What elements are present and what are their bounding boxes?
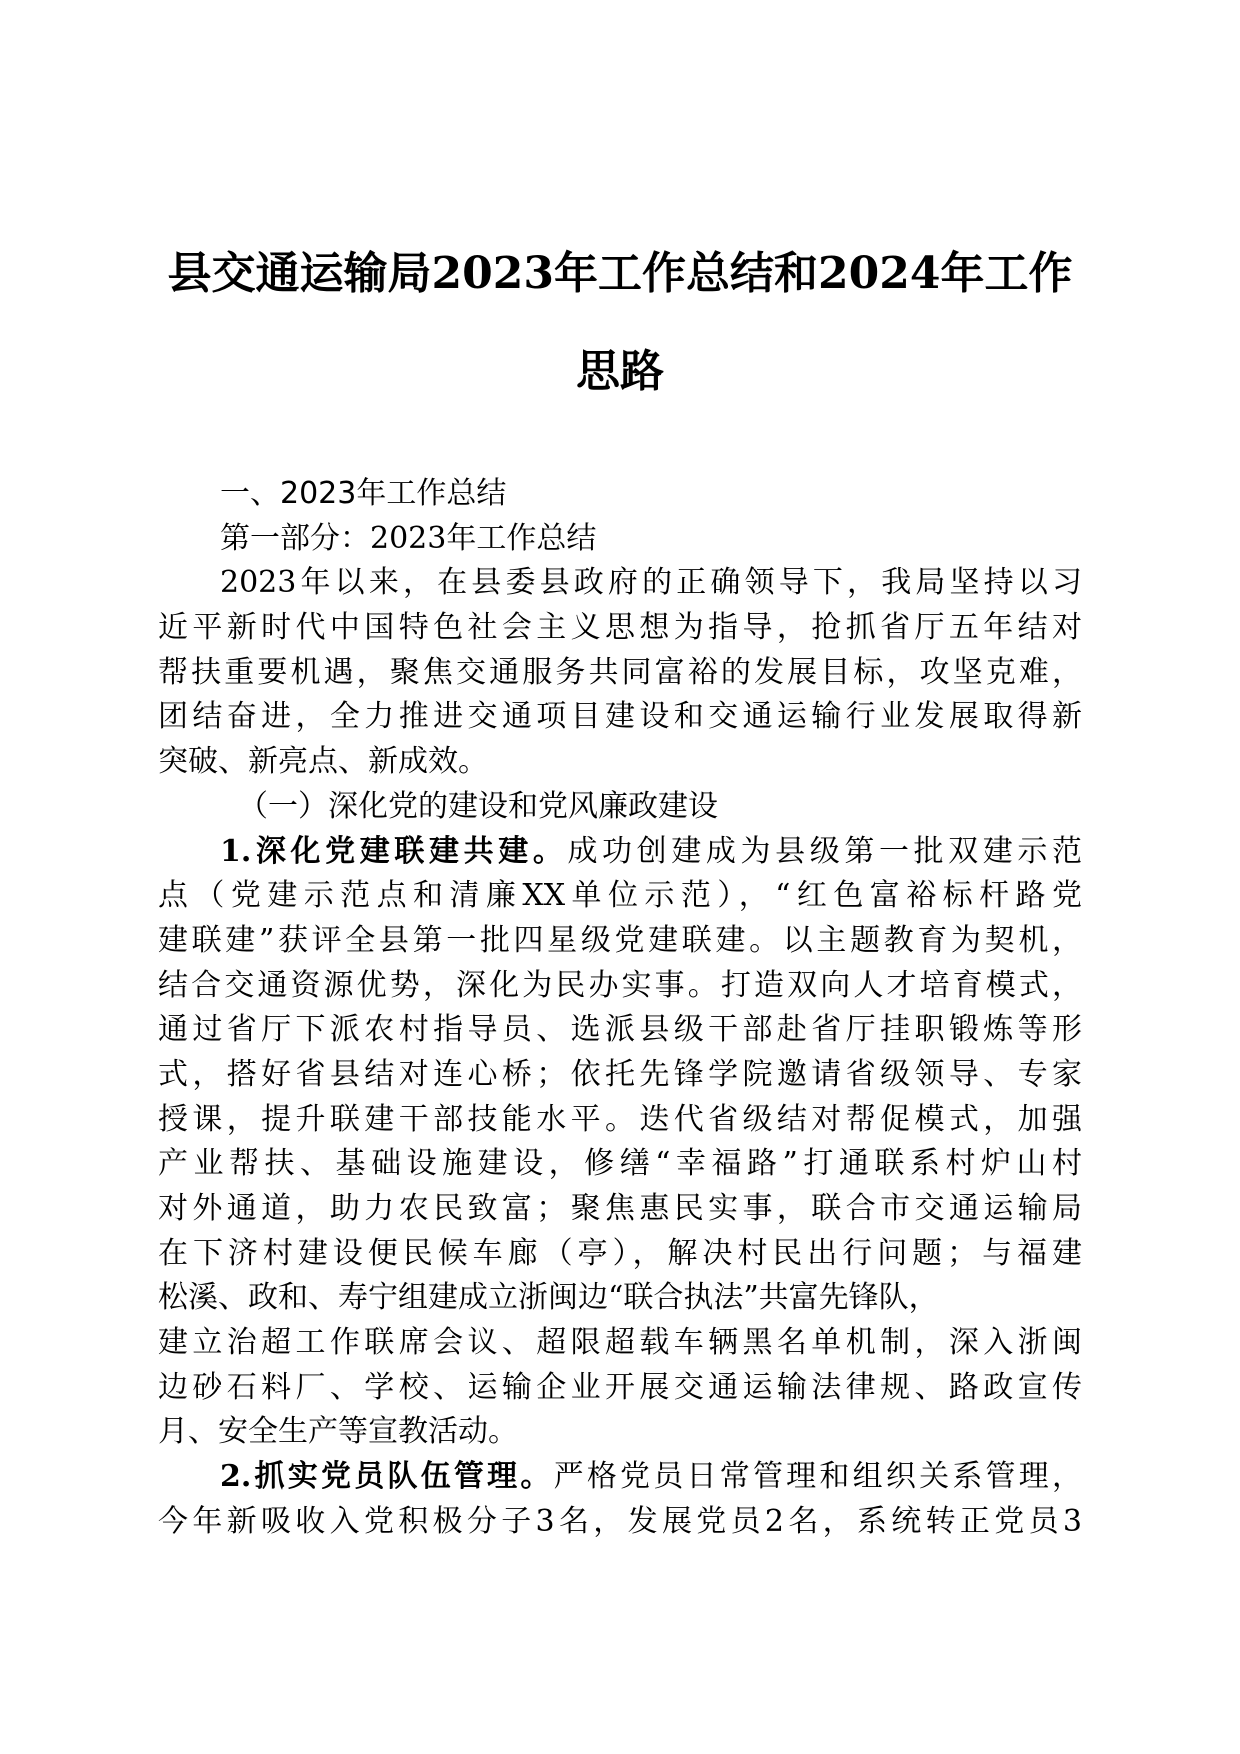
- paragraph-line: 对外通道，助力农民致富；聚焦惠民实事，联合市交通运输局: [158, 1191, 1082, 1226]
- subsection-heading: （一）深化党的建设和党风廉政建设: [238, 788, 718, 824]
- title-line-1: 县交通运输局2023年工作总结和2024年工作: [167, 248, 1073, 299]
- document-title: [150, 225, 1090, 421]
- paragraph-line: 月、安全生产等宣教活动。: [158, 1414, 518, 1450]
- paragraph-line: 团结奋进，全力推进交通项目建设和交通运输行业发展取得新: [158, 699, 1082, 735]
- paragraph-line: 边砂石料厂、学校、运输企业开展交通运输法律规、路政宣传: [158, 1369, 1082, 1405]
- item-lead: 2.抓实党员队伍管理。: [220, 1459, 554, 1495]
- title-line-2: 思路: [576, 346, 664, 397]
- item-text: 成功创建成为县级第一批双建示范: [567, 833, 1082, 869]
- paragraph-line: 近平新时代中国特色社会主义思想为指导，抢抓省厅五年结对: [158, 610, 1082, 646]
- item-2-paragraph: [158, 1455, 1082, 1544]
- paragraph-line: 建联建”获评全县第一批四星级党建联建。以主题教育为契机，: [158, 922, 1082, 958]
- item-text: 严格党员日常管理和组织关系管理，: [553, 1459, 1082, 1495]
- paragraph-line: 授课，提升联建干部技能水平。迭代省级结对帮促模式，加强: [158, 1101, 1082, 1137]
- paragraph-line: 点（党建示范点和清廉XX单位示范），“红色富裕标杆路党: [158, 878, 1082, 914]
- paragraph-line: 式，搭好省县结对连心桥；依托先锋学院邀请省级领导、专家: [158, 1056, 1082, 1092]
- paragraph-line: 2023年以来，在县委县政府的正确领导下，我局坚持以习: [220, 565, 1082, 601]
- part-heading: 第一部分：2023年工作总结: [220, 520, 597, 556]
- paragraph-line: 松溪、政和、寿宁组建成立浙闽边“联合执法”共富先锋队，: [158, 1280, 939, 1316]
- paragraph-line: 今年新吸收入党积极分子3名，发展党员2名，系统转正党员3: [158, 1503, 1082, 1539]
- paragraph-line: 建立治超工作联席会议、超限超载车辆黑名单机制，深入浙闽: [158, 1325, 1082, 1361]
- document-body: [158, 472, 1082, 1545]
- paragraph-line: 在下济村建设便民候车廊（亭），解决村民出行问题；与福建: [158, 1235, 1082, 1271]
- paragraph-line: 通过省厅下派农村指导员、选派县级干部赴省厅挂职锻炼等形: [158, 1012, 1082, 1048]
- paragraph-line: 帮扶重要机遇，聚焦交通服务共同富裕的发展目标，攻坚克难，: [158, 654, 1082, 690]
- section-heading: 一、2023年工作总结: [220, 476, 507, 511]
- paragraph-line: 产业帮扶、基础设施建设，修缮“幸福路”打通联系村炉山村: [158, 1146, 1082, 1182]
- item-lead: 1.深化党建联建共建。: [220, 833, 568, 869]
- paragraph-line: [158, 830, 1082, 875]
- paragraph-line: 结合交通资源优势，深化为民办实事。打造双向人才培育模式，: [158, 967, 1082, 1003]
- item-1-paragraph: [158, 830, 1082, 1456]
- intro-paragraph: [158, 561, 1082, 784]
- paragraph-line: [158, 1455, 1082, 1500]
- paragraph-line: 突破、新亮点、新成效。: [158, 744, 488, 780]
